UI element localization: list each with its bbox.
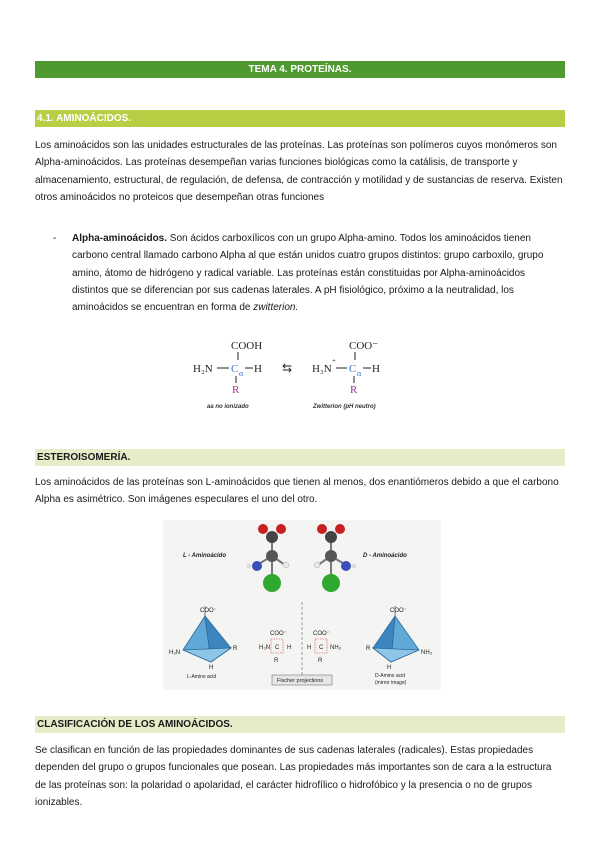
intro-paragraph: Los aminoácidos son las unidades estructurales de las proteínas. Las proteínas son polímeros cuyos monómeros son Alpha-aminoácidos. Las proteínas desempeñan varias funciones biológicas como la catálisis, de transporte y almacenamiento, estructural, de regulación, de defensa, de contracción y motilidad y de sustancias de reserva. Existen otros aminoácidos no proteicos que desempeñan otras funciones bbox=[35, 140, 563, 203]
l-tetra-r: R bbox=[233, 646, 238, 652]
right-h3n: H₃N bbox=[312, 363, 332, 375]
page-title: TEMA 4. PROTEÍNAS. bbox=[35, 61, 565, 78]
right-coo: COO⁻ bbox=[349, 340, 379, 352]
caption-zwitterion: Zwitterion (pH neutro) bbox=[313, 404, 376, 410]
equilibrium-arrow: ⇆ bbox=[282, 361, 293, 375]
d-fischer-nh3: NH₃ bbox=[330, 645, 342, 651]
stereo-paragraph: Los aminoácidos de las proteínas son L-aminoácidos que tienen al menos, dos enantiómeros debido a que el carbono Alpha es asimétrico. Son imágenes especulares el uno del otro. bbox=[35, 477, 559, 506]
l-fischer-coo: COO⁻ bbox=[270, 631, 287, 637]
l-tetra-coo: COO⁻ bbox=[200, 608, 217, 614]
aminoacid-structure-figure bbox=[185, 336, 395, 412]
section-heading-aminoacidos: 4.1. AMINOÁCIDOS. bbox=[35, 110, 565, 127]
bullet-text: Son ácidos carboxílicos con un grupo Alpha-amino. Todos los aminoácidos tienen carbono central llamado carbono Alpha al que están unidos cuatro grupos distintos: grupo carboxilo, grupo amino, átomo de hidrógeno y radical variable. Las proteínas están constituidas por Alpha-aminoácidos distintos que se diferencian por sus cadenas laterales. A pH fisiológico, próximo a la neutralidad, los aminoácidos se encuentran en forma de bbox=[72, 233, 544, 314]
d-tetra-r: R bbox=[366, 646, 371, 652]
right-h: H bbox=[372, 363, 380, 375]
l-tetra-h3n: H₃N bbox=[169, 650, 181, 656]
left-r: R bbox=[232, 384, 240, 396]
l-fischer-c: C bbox=[275, 645, 280, 651]
d-tetra-h: H bbox=[387, 665, 392, 671]
left-alpha: α bbox=[239, 369, 244, 378]
left-h2n: H₂N bbox=[193, 363, 213, 375]
d-fischer-h: H bbox=[307, 645, 312, 651]
right-alpha: α bbox=[357, 369, 362, 378]
bullet-dash: - bbox=[53, 233, 57, 244]
l-aminoacid-label: L - Aminoácido bbox=[183, 553, 227, 559]
l-fischer-h3n: H₃N bbox=[259, 645, 271, 651]
section-heading-estereoisomeria: ESTEROISOMERÍA. bbox=[35, 449, 565, 466]
mirror-image-caption: (mirror image) bbox=[375, 680, 407, 686]
left-cooh: COOH bbox=[231, 340, 263, 352]
d-aminoacid-label: D - Aminoácido bbox=[363, 553, 407, 559]
section-heading-clasificacion: CLASIFICACIÓN DE LOS AMINOÁCIDOS. bbox=[35, 716, 565, 733]
l-fischer-h: H bbox=[287, 645, 292, 651]
l-tetra-h: H bbox=[209, 665, 214, 671]
l-fischer-r: R bbox=[274, 658, 279, 664]
d-fischer-r: R bbox=[318, 658, 323, 664]
d-tetra-nh3: NH₃ bbox=[421, 650, 433, 656]
enantiomers-figure bbox=[163, 520, 441, 690]
right-plus: + bbox=[332, 357, 336, 365]
d-fischer-c: C bbox=[319, 645, 324, 651]
d-tetra-coo: COO⁻ bbox=[390, 608, 407, 614]
bullet-term: Alpha-aminoácidos. bbox=[72, 233, 168, 244]
caption-non-ionized: aa no ionizado bbox=[207, 404, 249, 410]
l-amino-acid-caption: L-Amino acid bbox=[187, 674, 217, 680]
left-c-alpha: C bbox=[231, 363, 239, 375]
left-h: H bbox=[254, 363, 262, 375]
fischer-projections-label: Fischer projections bbox=[277, 678, 324, 684]
bullet-emphasis: zwitterion. bbox=[253, 302, 299, 314]
d-amino-acid-caption: D-Amino acid bbox=[375, 673, 406, 679]
right-c-alpha: C bbox=[349, 363, 357, 375]
right-r: R bbox=[350, 384, 358, 396]
alpha-aminoacidos-bullet bbox=[72, 230, 562, 316]
classification-paragraph: Se clasifican en función de las propiedades dominantes de sus cadenas laterales (radicales). Estas propiedades dependen del grupo o grupos funcionales que posean. Las propiedades más importantes son de cara a la estructura de las proteínas son: la polaridad o apolaridad, el carácter hidrofílico o hidrofóbico y la presencia o no de grupos ionizables. bbox=[35, 745, 552, 808]
d-fischer-coo: COO⁻ bbox=[313, 631, 330, 637]
